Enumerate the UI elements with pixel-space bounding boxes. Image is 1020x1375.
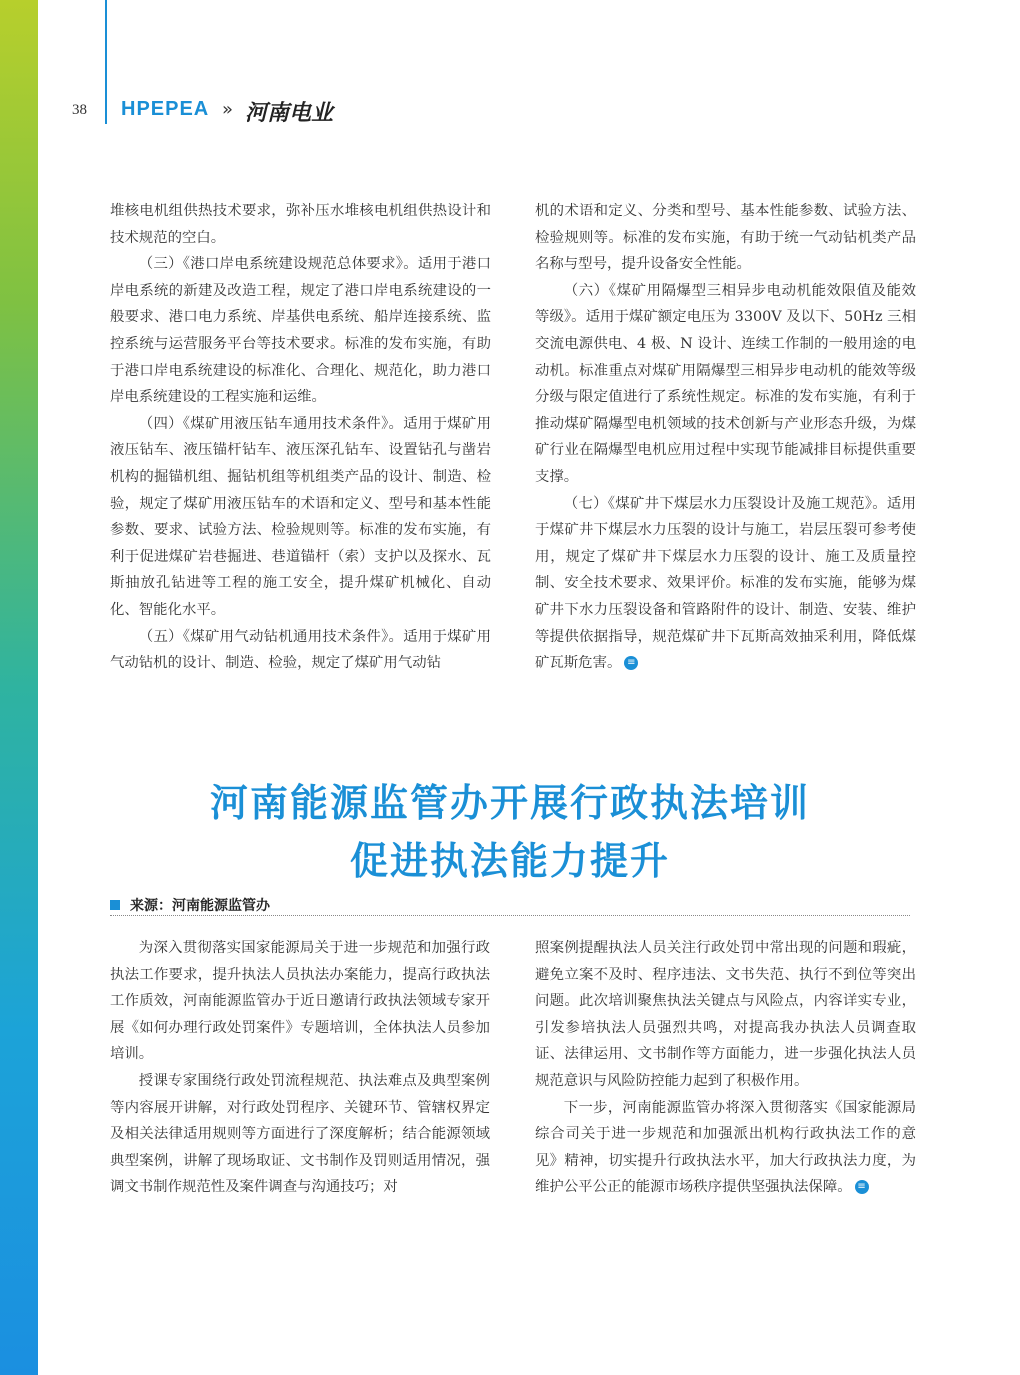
magazine-logo-latin: HPEPEA [121,98,210,120]
source-marker-icon [110,900,120,910]
paragraph [535,198,916,278]
header-rule [105,0,107,124]
paragraph [110,198,491,251]
magazine-logo-chinese: 河南电业 [245,100,334,126]
paragraph-text: 下一步，河南能源监管办将深入贯彻落实《国家能源局综合司关于进一步规范和加强派出机构行政执法工作的意见》精神，切实提升行政执法水平，加大行政执法力度，为维护公平公正的能源市场秩序提供坚强执法保障。 [535,1099,916,1196]
article-source [110,895,270,915]
paragraph-text: 为深入贯彻落实国家能源局关于进一步规范和加强行政执法工作要求，提升执法人员执法办案能力，提高行政执法工作质效，河南能源监管办于近日邀请行政执法领域专家开展《如何办理行政处罚案件》专题培训，全体执法人员参加培训。 [110,940,490,1063]
upper-right-column [535,198,916,677]
article-left-column [110,935,490,1201]
paragraph [110,624,491,677]
upper-left-column [110,198,491,677]
end-of-article-icon: ≡ [855,1180,869,1194]
paragraph [110,251,491,411]
paragraph-text: 授课专家围绕行政处罚流程规范、执法难点及典型案例等内容展开讲解，对行政处罚程序、关键环节、管辖权界定及相关法律适用规则等方面进行了深度解析；结合能源领域典型案例，讲解了现场取证、文书制作及罚则适用情况，强调文书制作规范性及案件调查与沟通技巧；对 [110,1072,490,1196]
paragraph-text: 照案例提醒执法人员关注行政处罚中常出现的问题和瑕疵，避免立案不及时、程序违法、文书失范、执行不到位等突出问题。此次培训聚焦执法关键点与风险点，内容详实专业，引发参培执法人员强烈共鸣，对提高我办执法人员调查取证、法律运用、文书制作等方面能力，进一步强化执法人员规范意识与风险防控能力起到了积极作用。 [535,940,916,1089]
paragraph-text: （五）《煤矿用气动钻机通用技术条件》。适用于煤矿用气动钻机的设计、制造、检验，规定了煤矿用气动钻 [110,628,491,672]
article-title-line-2: 促进执法能力提升 [349,838,670,883]
paragraph [110,411,491,624]
article-right-column [535,935,916,1201]
paragraph-text: 机的术语和定义、分类和型号、基本性能参数、试验方法、检验规则等。标准的发布实施，有助于统一气动钻机类产品名称与型号，提升设备安全性能。 [535,203,916,273]
source-text: 来源：河南能源监管办 [130,898,270,914]
paragraph-text: （六）《煤矿用隔爆型三相异步电动机能效限值及能效等级》。适用于煤矿额定电压为 3300V 及以下、50Hz 三相交流电源供电、4 极、N 设计、连续工作制的一般用途的电动机。标准重点对煤矿用隔爆型三相异步电动机的能效等级分级与限定值进行了系统性规定。标准的发布实施，有利于推动煤矿隔爆型电机领域的技术创新与产业形态升级，为煤矿行业在隔爆型电机应用过程中实现节能减排目标提供重要支撑。 [535,282,916,485]
paragraph [535,935,916,1095]
paragraph [110,1068,490,1201]
article-title-line-1: 河南能源监管办开展行政执法培训 [209,780,810,825]
paragraph [535,491,916,677]
paragraph-text: （三）《港口岸电系统建设规范总体要求》。适用于港口岸电系统的新建及改造工程，规定了港口岸电系统建设的一般要求、港口电力系统、岸基供电系统、船岸连接系统、监控系统与运营服务平台等技术要求。标准的发布实施，有助于港口岸电系统建设的标准化、合理化、规范化，助力港口岸电系统建设的工程实施和运维。 [110,256,491,406]
paragraph [535,1095,916,1201]
paragraph-text: （七）《煤矿井下煤层水力压裂设计及施工规范》。适用于煤矿井下煤层水力压裂的设计与施工，岩层压裂可参考使用，规定了煤矿井下煤层水力压裂的设计、施工及质量控制、安全技术要求、效果评价。标准的发布实施，能够为煤矿井下水力压裂设备和管路附件的设计、制造、安装、维护等提供依据指导，规范煤矿井下瓦斯高效抽采利用，降低煤矿瓦斯危害。 [535,495,916,672]
end-of-article-icon: ≡ [624,656,638,670]
paragraph [110,935,490,1068]
paragraph [535,278,916,491]
paragraph-text: 堆核电机组供热技术要求，弥补压水堆核电机组供热设计和技术规范的空白。 [110,203,491,246]
page-number: 38 [72,102,87,118]
logo-separator: » [222,99,234,120]
dotted-divider [110,915,910,916]
paragraph-text: （四）《煤矿用液压钻车通用技术条件》。适用于煤矿用液压钻车、液压锚杆钻车、液压深孔钻车、设置钻孔与凿岩机构的掘锚机组、掘钻机组等机组类产品的设计、制造、检验，规定了煤矿用液压钻车的术语和定义、型号和基本性能参数、要求、试验方法、检验规则等。标准的发布实施，有利于促进煤矿岩巷掘进、巷道锚杆（索）支护以及探水、瓦斯抽放孔钻进等工程的施工安全，提升煤矿机械化、自动化、智能化水平。 [110,415,491,618]
side-color-bar [0,0,38,1375]
